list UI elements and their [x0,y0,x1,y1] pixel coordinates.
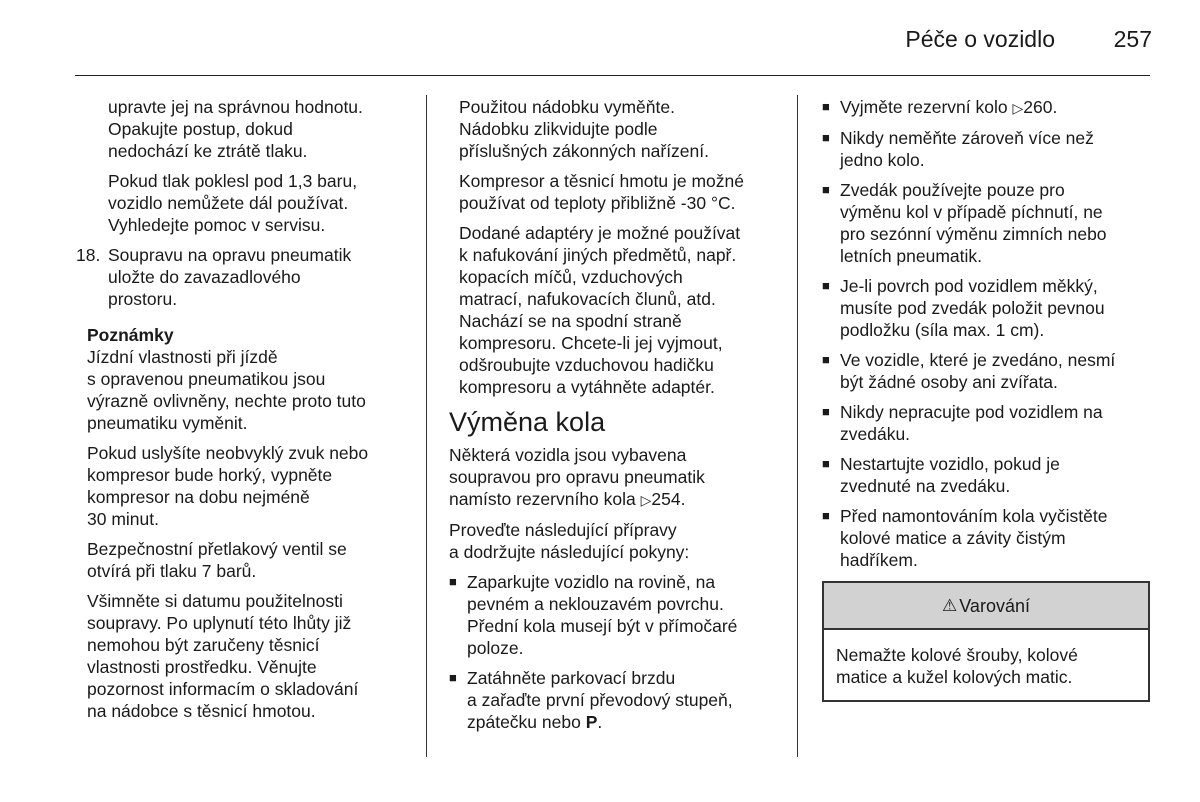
text-line: musíte pod zvedák položit pevnou [840,298,1105,318]
bullet-icon: ■ [449,670,457,685]
text-line: hadříkem. [840,550,918,570]
bullet-text [840,127,1094,171]
text-line: Zvedák používejte pouze pro [840,180,1065,200]
page-reference[interactable]: 254. [651,489,686,509]
paragraph [449,519,789,563]
text-line: používat od teploty přibližně -30 °C. [459,193,736,213]
text-line: matrací, nafukovacích člunů, atd. [459,289,716,309]
text-line: uložte do zavazadlového [108,267,301,287]
paragraph [449,170,789,214]
text-line: soupravy. Po uplynutí této lhůty již [87,613,352,633]
text-line: kopacích míčů, vzduchových [459,267,683,287]
text-fragment: Vyjměte rezervní kolo [840,97,1008,117]
bullet-icon: ■ [822,278,830,293]
bullet-icon: ■ [822,508,830,523]
page-reference-arrow-icon: ▷ [1012,100,1024,116]
bullet-item [822,349,1152,393]
text-line: Dodané adaptéry je možné používat [459,223,741,243]
bullet-icon: ■ [822,182,830,197]
text-line: Nikdy neměňte zároveň více než [840,128,1094,148]
notes-paragraph [87,590,416,722]
page-reference[interactable]: 260. [1023,97,1058,117]
section-heading: Výměna kola [449,407,606,437]
bullet-item [449,571,789,659]
bullet-text [467,571,737,659]
text-line: Vyhledejte pomoc v servisu. [108,215,326,235]
bullet-text [840,179,1107,267]
notes-paragraph [87,538,416,582]
text-line: Je-li povrch pod vozidlem měkký, [840,276,1098,296]
page-number: 257 [1113,26,1152,52]
bullet-icon: ■ [822,404,830,419]
bullet-text [840,401,1103,445]
bullet-icon: ■ [449,574,457,589]
text-line: vozidlo nemůžete dál používat. [108,193,349,213]
bullet-text [840,275,1105,341]
bullet-text [840,96,1057,119]
bullet-item [822,453,1152,497]
text-line: kompresor bude horký, vypněte [87,465,333,485]
bullet-icon: ■ [822,99,830,114]
bullet-item [822,401,1152,445]
section-title: Péče o vozidlo [905,26,1055,52]
text-line: upravte jej na správnou hodnotu. [108,97,363,117]
step-number: 18. [76,245,101,265]
step-text [108,244,351,310]
text-line: Pokud tlak poklesl pod 1,3 baru, [108,171,358,191]
text-line: příslušných zákonných nařízení. [459,141,709,161]
bullet-text [840,505,1108,571]
text-line: kompresor na dobu nejméně [87,487,310,507]
text-line: výměnu kol v případě píchnutí, ne [840,202,1103,222]
text-line: Nemažte kolové šrouby, kolové [836,645,1078,665]
text-line: nedochází ke ztrátě tlaku. [108,141,308,161]
text-line: pro sezónní výměnu zimních nebo [840,224,1107,244]
text-line: Bezpečnostní přetlakový ventil se [87,539,347,559]
text-line: Opakujte postup, dokud [108,119,293,139]
paragraph [449,444,789,511]
paragraph [449,96,789,162]
step-18 [76,244,416,310]
text-line: Kompresor a těsnicí hmotu je možné [459,171,744,191]
notes-paragraph [87,442,416,530]
notes-heading: Poznámky [87,325,174,345]
notes-paragraph [87,346,416,434]
text-line: na nádobce s těsnicí hmotou. [87,701,316,721]
bullet-text [840,349,1115,393]
text-line: Ve vozidle, které je zvedáno, nesmí [840,350,1116,370]
text-fragment: namísto rezervního kola [449,489,636,509]
text-line: Soupravu na opravu pneumatik [108,245,352,265]
text-line: otvírá při tlaku 7 barů. [87,561,257,581]
text-line: poloze. [467,638,524,658]
text-line: pozornost informacím o skladování [87,679,359,699]
bullet-item [822,96,1152,119]
page-reference-arrow-icon: ▷ [640,492,652,508]
warning-header [824,583,1148,630]
bullet-icon: ■ [822,456,830,471]
bullet-icon: ■ [822,352,830,367]
text-fragment: . [597,712,603,732]
warning-body [824,630,1148,700]
text-line: být žádné osoby ani zvířata. [840,372,1058,392]
text-line: prostoru. [108,289,178,309]
continued-paragraph [76,96,416,162]
text-line [449,488,789,511]
text-fragment: zpátečku nebo [467,712,581,732]
column-3 [822,96,1152,702]
paragraph [449,222,789,398]
text-line: Zaparkujte vozidlo na rovině, na [467,572,716,592]
text-line: podložku (síla max. 1 cm). [840,320,1045,340]
bullet-item [449,667,789,733]
text-line: Zatáhněte parkovací brzdu [467,668,676,688]
text-line: kompresoru. Chcete-li jej vyjmout, [459,333,723,353]
text-line: vlastnosti prostředku. Věnujte [87,657,317,677]
notes-block [76,324,416,722]
text-line: Jízdní vlastnosti při jízdě [87,347,278,367]
text-line: odšroubujte vzduchovou hadičku [459,355,714,375]
text-line: a dodržujte následující pokyny: [449,542,690,562]
warning-box [822,581,1150,702]
text-line: zvedáku. [840,424,911,444]
bullet-text [840,453,1060,497]
text-line: jedno kolo. [840,150,925,170]
bullet-item [822,179,1152,267]
warning-title: Varování [959,595,1030,616]
text-line: Nikdy nepracujte pod vozidlem na [840,402,1103,422]
text-line: Některá vozidla jsou vybavena [449,445,687,465]
warning-triangle-icon: ⚠ [942,595,958,615]
text-line: Použitou nádobku vyměňte. [459,97,675,117]
column-1 [76,96,416,730]
text-line: Proveďte následující přípravy [449,520,677,540]
text-line: pevném a neklouzavém povrchu. [467,594,724,614]
text-line: Před namontováním kola vyčistěte [840,506,1108,526]
column-divider-2 [797,95,798,757]
column-2 [449,96,789,741]
text-line: Nádobku zlikvidujte podle [459,119,658,139]
text-line: letních pneumatik. [840,246,983,266]
header-rule [75,75,1150,76]
text-line: soupravou pro opravu pneumatik [449,467,705,487]
text-line: Přední kola musejí být v přímočaré [467,616,738,636]
text-line: Nestartujte vozidlo, pokud je [840,454,1060,474]
text-line: s opravenou pneumatikou jsou [87,369,326,389]
bullet-item [822,127,1152,171]
text-line: 30 minut. [87,509,159,529]
text-line [467,711,733,733]
bullet-item [822,275,1152,341]
text-line: matice a kužel kolových matic. [836,667,1073,687]
text-line: Pokud uslyšíte neobvyklý zvuk nebo [87,443,369,463]
bullet-item [822,505,1152,571]
text-line: kompresoru a vytáhněte adaptér. [459,377,715,397]
gear-label: P [585,712,598,732]
text-line: pneumatiku vyměnit. [87,413,248,433]
bullet-icon: ■ [822,130,830,145]
text-line: zvednuté na zvedáku. [840,476,1011,496]
text-line: k nafukování jiných předmětů, např. [459,245,737,265]
low-pressure-paragraph [76,170,416,236]
text-line: nemohou být zaručeny těsnicí [87,635,320,655]
text-line: výrazně ovlivněny, nechte proto tuto [87,391,366,411]
text-line: kolové matice a závity čistým [840,528,1066,548]
text-line: Nachází se na spodní straně [459,311,682,331]
text-line: a zařaďte první převodový stupeň, [467,690,733,710]
text-line: Všimněte si datumu použitelnosti [87,591,343,611]
bullet-text [467,667,733,733]
column-divider-1 [426,95,427,757]
